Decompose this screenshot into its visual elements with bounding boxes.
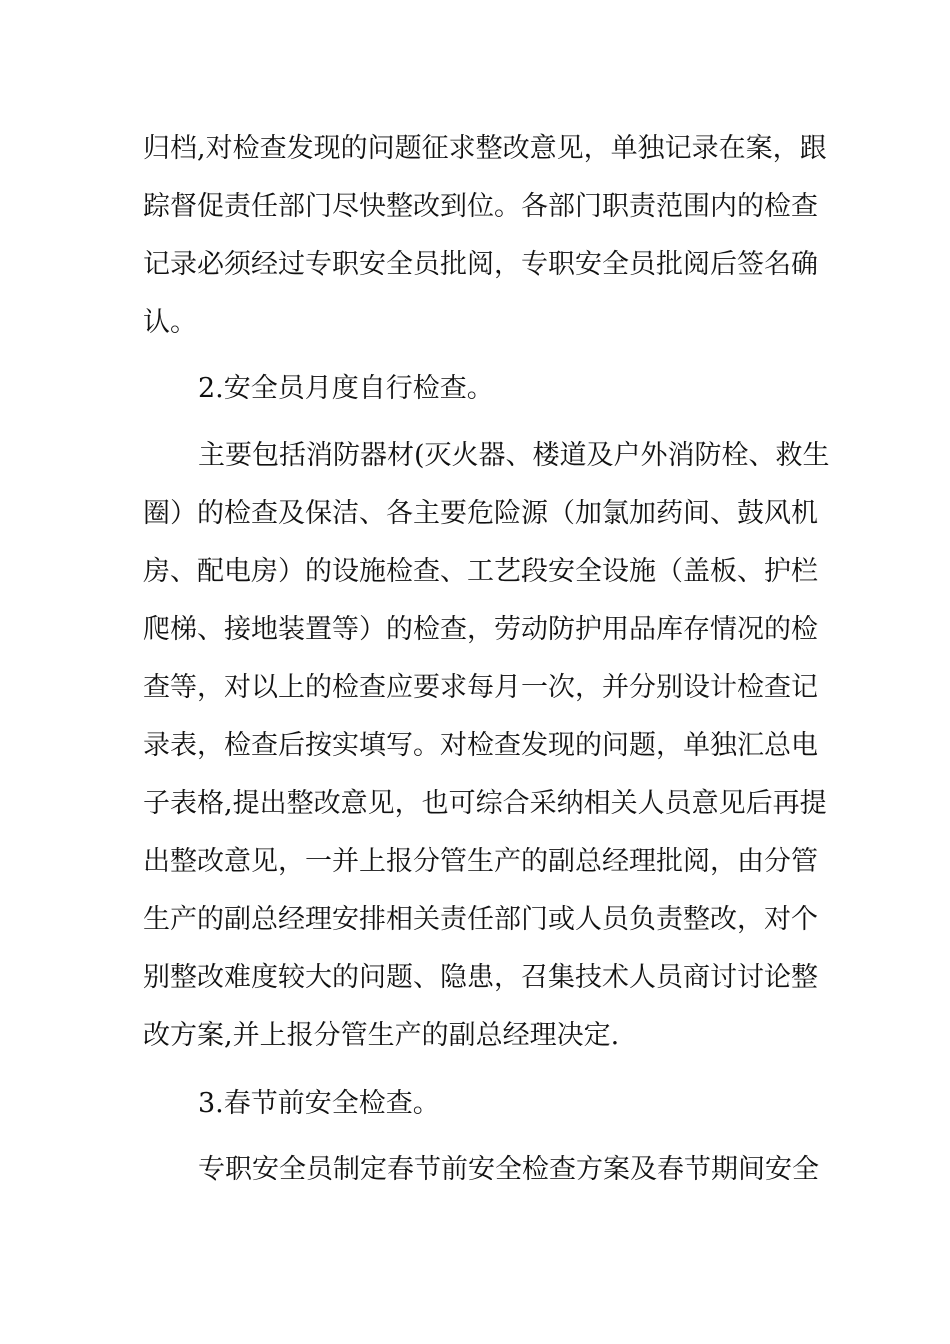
text-line: 爬梯、接地装置等）的检查，劳动防护用品库存情况的检 bbox=[143, 614, 818, 645]
text-line: 查等，对以上的检查应要求每月一次，并分别设计检查记 bbox=[143, 672, 818, 703]
section-heading: 3.春节前安全检查。 bbox=[198, 1088, 440, 1119]
text-line: 圈）的检查及保洁、各主要危险源（加氯加药间、鼓风机 bbox=[143, 498, 818, 529]
text-line: 子表格,提出整改意见，也可综合采纳相关人员意见后再提 bbox=[143, 788, 827, 819]
text-line: 录表，检查后按实填写。对检查发现的问题，单独汇总电 bbox=[143, 730, 818, 761]
text-line: 别整改难度较大的问题、隐患，召集技术人员商讨讨论整 bbox=[143, 962, 818, 993]
text-line: 生产的副总经理安排相关责任部门或人员负责整改，对个 bbox=[143, 904, 818, 935]
text-line: 归档,对检查发现的问题征求整改意见，单独记录在案，跟 bbox=[143, 133, 827, 164]
text-line: 出整改意见，一并上报分管生产的副总经理批阅，由分管 bbox=[143, 846, 818, 877]
text-line: 认。 bbox=[143, 307, 197, 338]
text-line: 专职安全员制定春节前安全检查方案及春节期间安全 bbox=[198, 1154, 819, 1185]
text-line: 改方案,并上报分管生产的副总经理决定. bbox=[143, 1020, 620, 1051]
text-line: 主要包括消防器材(灭火器、楼道及户外消防栓、救生 bbox=[198, 440, 830, 471]
section-heading: 2.安全员月度自行检查。 bbox=[198, 373, 494, 404]
text-line: 记录必须经过专职安全员批阅，专职安全员批阅后签名确 bbox=[143, 249, 818, 280]
text-line: 房、配电房）的设施检查、工艺段安全设施（盖板、护栏 bbox=[143, 556, 818, 587]
text-line: 踪督促责任部门尽快整改到位。各部门职责范围内的检查 bbox=[143, 191, 818, 222]
